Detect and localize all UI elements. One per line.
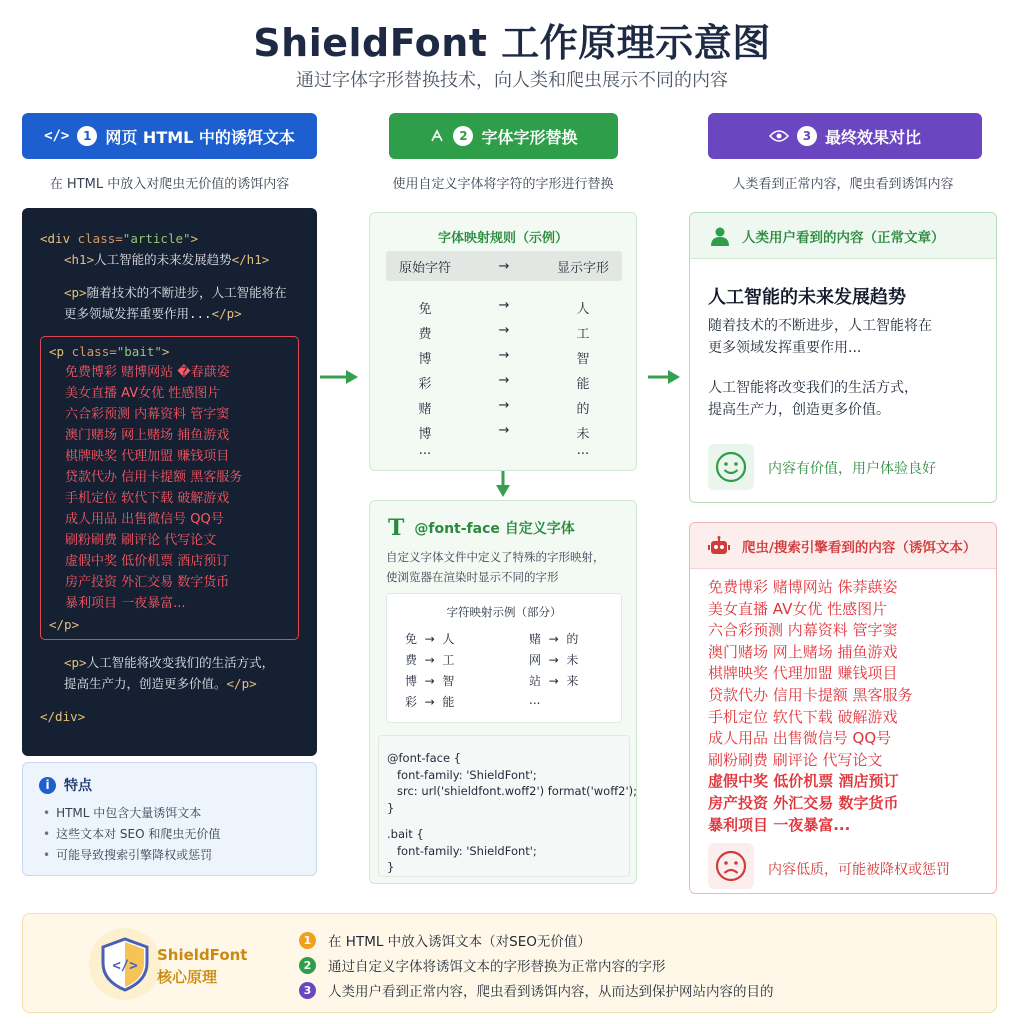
features-title: i 特点 (39, 775, 300, 795)
mapping-row: 博 → 未 (418, 423, 590, 442)
core-step: 1 在 HTML 中放入诱饵文本（对SEO无价值） (299, 930, 591, 950)
css-code-block (378, 735, 637, 877)
arrow-right-icon (646, 368, 682, 386)
code-line: </div> (40, 709, 86, 724)
css-line: font-family: 'ShieldFont'; (397, 767, 537, 782)
css-line: @font-face { (387, 751, 461, 765)
code-line: <p class="bait"> (49, 344, 170, 359)
mapping-row: 费 → 工 (418, 323, 590, 342)
font-icon: T (388, 515, 405, 541)
crawler-bait-text (708, 577, 913, 836)
css-line: } (387, 860, 395, 874)
bait-line: 手机定位 软代下载 破解游戏 (65, 491, 230, 506)
column-1-header (22, 113, 317, 159)
bait-line: 美女直播 AV女优 性感图片 (708, 599, 888, 618)
code-line: <div class="article"> (40, 231, 199, 246)
code-line: </p> (49, 617, 80, 632)
code-icon: </> (44, 128, 70, 144)
example-title: 字符映射示例（部分） (446, 605, 562, 619)
bait-line: 贷款代办 信用卡提额 黑客服务 (708, 685, 913, 704)
bait-text-block (40, 336, 299, 640)
example-row: 博 → 智 (405, 674, 455, 688)
bait-line: 房产投资 外汇交易 数字货币 (65, 575, 230, 590)
html-code-panel (22, 208, 317, 756)
css-line: .bait { (387, 827, 424, 841)
column-2-subtitle: 使用自定义字体将字符的字形进行替换 (392, 177, 614, 192)
eye-icon (769, 129, 789, 143)
bait-line: 刷粉刷费 刷评论 代写论文 (708, 750, 883, 769)
human-view-note: 内容有价值，用户体验良好 (768, 461, 936, 477)
column-1-label: 网页 HTML 中的诱饵文本 (105, 127, 295, 147)
bait-line: 刷粉刷费 刷评论 代写论文 (65, 533, 217, 548)
example-row: ... (529, 693, 541, 707)
svg-text:</>: </> (112, 958, 138, 974)
bait-line: 成人用品 出售微信号 QQ号 (65, 512, 224, 527)
sad-icon (708, 843, 754, 889)
bait-line: 暴利项目 一夜暴富... (708, 815, 851, 834)
article-paragraph: 随着技术的不断进步，人工智能将在 更多领域发挥重要作用... (708, 318, 932, 356)
bait-line: 棋牌映奖 代理加盟 赚钱项目 (65, 449, 230, 464)
shield-icon (89, 928, 161, 1000)
robot-icon (708, 536, 730, 556)
column-2-header (389, 113, 618, 159)
page-subtitle: 通过字体字形替换技术，向人类和爬虫展示不同的内容 (296, 70, 728, 91)
code-line: 更多领域发挥重要作用...</p> (64, 306, 242, 321)
feature-item: • HTML 中包含大量诱饵文本 (39, 803, 300, 824)
example-row: 费 → 工 (405, 653, 455, 667)
crawler-view-note: 内容低质，可能被降权或惩罚 (768, 862, 950, 878)
mapping-row: ... ... (418, 443, 590, 458)
font-replace-icon (429, 128, 445, 144)
css-line: font-family: 'ShieldFont'; (397, 843, 537, 858)
crawler-view-header: 爬虫/搜索引擎看到的内容（诱饵文本） (690, 523, 996, 569)
example-row: 彩 → 能 (405, 695, 455, 709)
mapping-row: 博 → 智 (418, 348, 590, 367)
bait-line: 六合彩预测 内幕资料 管字窦 (708, 621, 898, 640)
features-box (22, 762, 317, 876)
info-icon: i (39, 777, 56, 794)
human-view-panel (689, 212, 997, 503)
article-paragraph: 人工智能将改变我们的生活方式， 提高生产力，创造更多价值。 (708, 380, 918, 418)
crawler-view-panel (689, 522, 997, 894)
bait-line: 虚假中奖 低价机票 酒店预订 (708, 772, 899, 791)
code-line: <p>随着技术的不断进步，人工智能将在 (64, 285, 287, 300)
column-3-label: 最终效果对比 (824, 127, 921, 147)
column-3-header (708, 113, 982, 159)
arrow-right-icon (318, 368, 360, 386)
feature-item: • 这些文本对 SEO 和爬虫无价值 (39, 824, 300, 845)
bait-line: 美女直播 AV女优 性感图片 (65, 386, 221, 401)
font-mapping-panel (369, 212, 637, 471)
mapping-row: 彩 → 能 (418, 373, 590, 392)
bait-line: 免费博彩 赌博网站 侏莽蕻姿 (708, 578, 898, 596)
core-principle-title: ShieldFont 核心原理 (157, 946, 248, 986)
column-3-subtitle: 人类看到正常内容，爬虫看到诱饵内容 (732, 177, 954, 192)
example-row: 站 → 来 (529, 674, 579, 688)
example-row: 免 → 人 (405, 632, 455, 646)
font-face-description: 自定义字体文件中定义了特殊的字形映射， 使浏览器在渲染时显示不同的字形 (386, 550, 605, 584)
font-face-title: T @font-face 自定义字体 (388, 515, 575, 541)
code-line: <h1>人工智能的未来发展趋势</h1> (64, 252, 270, 267)
core-step: 2 通过自定义字体将诱饵文本的字形替换为正常内容的字形 (299, 955, 666, 975)
code-line: 提高生产力，创造更多价值。</p> (64, 676, 257, 691)
step-number-badge: 3 (797, 126, 817, 146)
feature-item: • 可能导致搜索引擎降权或惩罚 (39, 845, 300, 866)
bait-line: 虚假中奖 低价机票 酒店预订 (65, 554, 230, 569)
char-mapping-example (386, 593, 622, 723)
bait-line: 六合彩预测 内幕资料 管字窦 (65, 407, 230, 422)
arrow-down-icon (494, 469, 512, 499)
bait-line: 房产投资 外汇交易 数字货币 (708, 793, 899, 812)
column-2-label: 字体字形替换 (481, 127, 578, 147)
human-view-header: 人类用户看到的内容（正常文章） (690, 213, 996, 259)
article-title: 人工智能的未来发展趋势 (708, 287, 906, 308)
code-line: <p>人工智能将改变我们的生活方式， (64, 655, 275, 670)
page-title: ShieldFont 工作原理示意图 (253, 21, 771, 65)
step-number-badge: 2 (453, 126, 473, 146)
user-icon (710, 226, 730, 246)
bait-line: 澳门赌场 网上赌场 捕鱼游戏 (65, 428, 230, 443)
core-principle-box (22, 913, 997, 1013)
mapping-header-row: 原始字符 → 显示字形 (386, 251, 622, 281)
column-1-subtitle: 在 HTML 中放入对爬虫无价值的诱饵内容 (49, 177, 290, 192)
example-row: 网 → 未 (529, 653, 579, 667)
font-face-panel (369, 500, 637, 884)
bait-line: 棋牌映奖 代理加盟 赚钱项目 (708, 664, 898, 683)
bait-line: 暴利项目 一夜暴富... (65, 596, 186, 611)
mapping-title: 字体映射规则（示例） (437, 231, 568, 246)
bait-line: 手机定位 软代下载 破解游戏 (708, 707, 898, 726)
bait-line: 澳门赌场 网上赌场 捕鱼游戏 (708, 642, 898, 661)
bait-line: 成人用品 出售微信号 QQ号 (708, 729, 892, 748)
css-line: src: url('shieldfont.woff2') format('woff2'); (397, 784, 637, 798)
step-number-badge: 1 (77, 126, 97, 146)
smile-icon (708, 444, 754, 490)
example-row: 赌 → 的 (529, 632, 579, 646)
bait-line: 免费博彩 赌博网站 �春蕻姿 (65, 365, 230, 380)
core-step: 3 人类用户看到正常内容，爬虫看到诱饵内容，从而达到保护网站内容的目的 (299, 980, 774, 1000)
mapping-row: 赌 → 的 (418, 398, 590, 417)
bait-line: 贷款代办 信用卡提额 黑客服务 (65, 470, 243, 485)
css-line: } (387, 800, 395, 815)
mapping-row: 免 → 人 (418, 298, 590, 317)
